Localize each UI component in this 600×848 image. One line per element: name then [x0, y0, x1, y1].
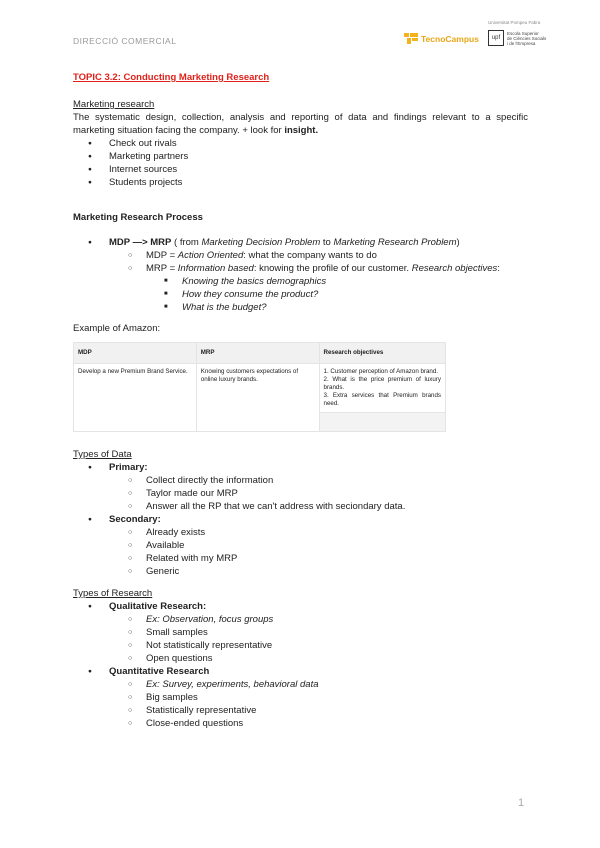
list-item: ○ MRP = Information based: knowing the profile of our customer. Research objectives:	[73, 262, 528, 275]
section-heading: Marketing research	[73, 99, 155, 110]
list-item: ○ Taylor made our MRP	[73, 487, 528, 500]
table-header: Research objectives	[319, 343, 446, 364]
example-label: Example of Amazon:	[73, 323, 161, 334]
process-section	[73, 211, 528, 314]
list-item: ● Check out rivals	[73, 137, 528, 150]
list-item: ● Students projects	[73, 176, 528, 189]
types-research-section	[73, 587, 528, 730]
page-title: TOPIC 3.2: Conducting Marketing Research	[73, 72, 270, 83]
logo-line: de Ciències Socials	[507, 35, 547, 41]
example-table	[73, 342, 446, 432]
list-item: ○ MDP = Action Oriented: what the company wants to do	[73, 249, 528, 262]
list-item: ■ How they consume the product?	[73, 288, 528, 301]
list-item: ○ Collect directly the information	[73, 474, 528, 487]
list-item: ○ Generic	[73, 565, 528, 578]
logo-text: TecnoCampus	[421, 33, 479, 44]
list-item: ○ Ex: Observation, focus groups	[73, 613, 528, 626]
list-item: ○ Ex: Survey, experiments, behavioral data	[73, 678, 528, 691]
table-cell: Knowing customers expectations of online luxury brands.	[196, 364, 319, 432]
definition-paragraph: The systematic design, collection, analysis and reporting of data and findings relevant to a specific marketing situation facing the company. + look for insight.	[73, 112, 528, 136]
header-section-label: DIRECCIÓ COMERCIAL	[73, 36, 177, 46]
list-item: ■ Knowing the basics demographics	[73, 275, 528, 288]
list-item: ○ Open questions	[73, 652, 528, 665]
table-header: MRP	[196, 343, 319, 364]
tecnocampus-mark-icon	[404, 33, 418, 44]
table-cell: Develop a new Premium Brand Service.	[74, 364, 197, 432]
list-item: ● Internet sources	[73, 163, 528, 176]
table-row	[74, 364, 446, 432]
upf-caption: Universitat Pompeu Fabra	[488, 20, 541, 25]
list-item: ● Quantitative Research	[73, 665, 528, 678]
list-item: ■ What is the budget?	[73, 301, 528, 314]
list-item: ○ Related with my MRP	[73, 552, 528, 565]
list-item: ○ Not statistically representative	[73, 639, 528, 652]
list-item: ● MDP —> MRP ( from Marketing Decision Problem to Marketing Research Problem)	[73, 236, 528, 249]
upf-mark-icon: upf	[488, 30, 504, 46]
list-item: ○ Small samples	[73, 626, 528, 639]
logo-line: Escola Superior	[507, 30, 539, 36]
list-item: ● Qualitative Research:	[73, 600, 528, 613]
section-heading: Marketing Research Process	[73, 212, 203, 223]
list-item: ● Marketing partners	[73, 150, 528, 163]
esci-logo	[488, 30, 546, 46]
marketing-research-section	[73, 98, 528, 189]
table-cell: 1. Customer perception of Amazon brand. 2. What is the price premium of luxury brands. 3. Extra services that Premium brands need.	[319, 364, 446, 432]
list-item: ● Secondary:	[73, 513, 528, 526]
list-item: ○ Available	[73, 539, 528, 552]
list-item: ● Primary:	[73, 461, 528, 474]
list-item: ○ Close-ended questions	[73, 717, 528, 730]
list-item: ○ Big samples	[73, 691, 528, 704]
list-item: ○ Already exists	[73, 526, 528, 539]
section-heading: Types of Research	[73, 588, 153, 599]
logo-line: i de l'Empresa	[507, 40, 536, 46]
types-data-section	[73, 448, 528, 578]
table-header: MDP	[74, 343, 197, 364]
page-number: 1	[518, 797, 525, 809]
tecnocampus-logo	[404, 33, 479, 44]
list-item: ○ Statistically representative	[73, 704, 528, 717]
section-heading: Types of Data	[73, 449, 132, 460]
list-item: ○ Answer all the RP that we can't address with seciondary data.	[73, 500, 528, 513]
